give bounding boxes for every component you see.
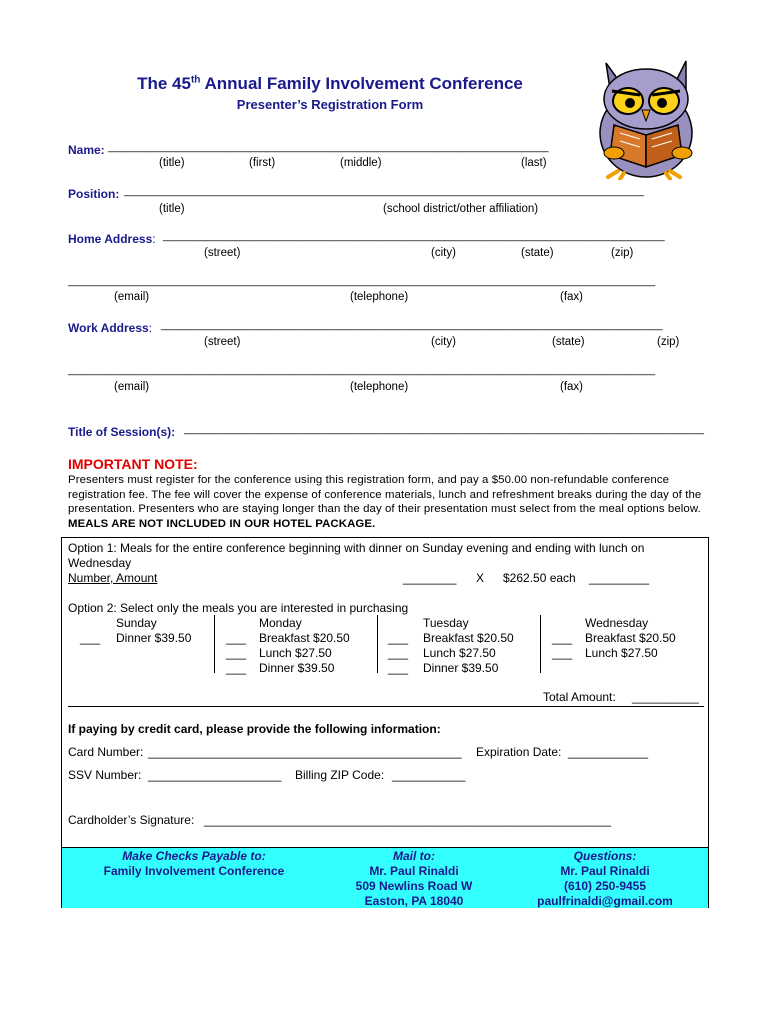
home-sub-city: (city) <box>431 247 456 259</box>
home-sub-zip: (zip) <box>611 247 634 259</box>
day-wednesday: Wednesday <box>585 616 649 630</box>
card-number-field[interactable]: _______________________________________________ <box>148 745 462 759</box>
option1-text-line2: Wednesday <box>68 556 132 570</box>
tuesday-lunch-checkbox[interactable]: ___ <box>388 646 409 660</box>
tuesday-breakfast-checkbox[interactable]: ___ <box>388 631 409 645</box>
checks-payee: Family Involvement Conference <box>103 864 285 878</box>
payment-heading: If paying by credit card, please provide the following information: <box>68 722 441 736</box>
name-field[interactable]: ________________________________________________________________________ <box>108 141 549 153</box>
column-divider <box>377 615 378 673</box>
session-title-label: Title of Session(s): <box>68 425 176 439</box>
home-contact-field[interactable]: ________________________________________________________________________________________________ <box>68 275 656 287</box>
work-sub-fax: (fax) <box>560 381 583 393</box>
name-label: Name: <box>68 143 105 157</box>
questions-name: Mr. Paul Rinaldi <box>560 864 650 878</box>
work-address-label: Work Address: <box>68 321 153 335</box>
name-sub-title: (title) <box>159 157 185 169</box>
billing-zip-field[interactable]: ___________ <box>392 768 466 782</box>
wednesday-lunch-label: Lunch $27.50 <box>585 646 658 660</box>
monday-breakfast-label: Breakfast $20.50 <box>259 631 350 645</box>
billing-zip-label: Billing ZIP Code: <box>295 768 385 782</box>
mail-city: Easton, PA 18040 <box>364 894 464 908</box>
home-address-field[interactable]: __________________________________________________________________________________ <box>163 230 665 242</box>
total-amount-label: Total Amount: <box>543 690 616 704</box>
mail-name: Mr. Paul Rinaldi <box>369 864 459 878</box>
important-note-heading: IMPORTANT NOTE: <box>68 456 198 472</box>
expiration-date-label: Expiration Date: <box>476 745 562 759</box>
questions-title: Questions: <box>573 849 637 863</box>
tuesday-dinner-checkbox[interactable]: ___ <box>388 661 409 675</box>
work-sub-street: (street) <box>204 336 241 348</box>
position-sub-title: (title) <box>159 203 185 215</box>
option1-amount-field[interactable]: _________ <box>589 571 650 585</box>
card-number-label: Card Number: <box>68 745 144 759</box>
title-suffix: Annual Family Involvement Conference <box>200 74 523 93</box>
title-superscript: th <box>190 74 201 86</box>
checks-title: Make Checks Payable to: <box>122 849 266 863</box>
column-divider <box>214 615 215 673</box>
home-address-label: Home Address: <box>68 232 156 246</box>
ssv-number-label: SSV Number: <box>68 768 142 782</box>
wednesday-lunch-checkbox[interactable]: ___ <box>552 646 573 660</box>
total-amount-field[interactable]: __________ <box>632 690 699 704</box>
day-monday: Monday <box>259 616 302 630</box>
work-sub-state: (state) <box>552 336 585 348</box>
tuesday-breakfast-label: Breakfast $20.50 <box>423 631 514 645</box>
meals-not-included-notice: MEALS ARE NOT INCLUDED IN OUR HOTEL PACKAGE. <box>68 517 376 530</box>
position-label: Position: <box>68 187 120 201</box>
monday-dinner-label: Dinner $39.50 <box>259 661 335 675</box>
position-field[interactable]: _____________________________________________________________________________________ <box>124 185 645 197</box>
number-amount-label: Number, Amount <box>68 571 158 585</box>
monday-lunch-checkbox[interactable]: ___ <box>226 646 247 660</box>
work-sub-zip: (zip) <box>657 336 680 348</box>
work-address-field[interactable]: __________________________________________________________________________________ <box>161 319 663 331</box>
monday-lunch-label: Lunch $27.50 <box>259 646 332 660</box>
signature-label: Cardholder’s Signature: <box>68 813 195 827</box>
wednesday-breakfast-label: Breakfast $20.50 <box>585 631 676 645</box>
questions-email[interactable]: paulfrinaldi@gmail.com <box>537 894 673 908</box>
tuesday-dinner-label: Dinner $39.50 <box>423 661 499 675</box>
option1-price: $262.50 each <box>503 571 576 585</box>
page-subtitle: Presenter’s Registration Form <box>236 97 424 112</box>
times-symbol: X <box>476 571 485 585</box>
monday-breakfast-checkbox[interactable]: ___ <box>226 631 247 645</box>
tuesday-lunch-label: Lunch $27.50 <box>423 646 496 660</box>
column-divider <box>540 615 541 673</box>
sunday-dinner-label: Dinner $39.50 <box>116 631 192 645</box>
work-contact-field[interactable]: ________________________________________________________________________________________________ <box>68 364 656 376</box>
wednesday-breakfast-checkbox[interactable]: ___ <box>552 631 573 645</box>
option1-number-field[interactable]: ________ <box>403 571 457 585</box>
day-tuesday: Tuesday <box>423 616 469 630</box>
page-title <box>0 74 660 94</box>
divider <box>68 706 704 707</box>
expiration-date-field[interactable]: ____________ <box>568 745 649 759</box>
work-sub-city: (city) <box>431 336 456 348</box>
owl-reading-illustration <box>588 55 708 180</box>
mail-street: 509 Newlins Road W <box>355 879 473 893</box>
name-sub-first: (first) <box>249 157 276 169</box>
option2-text: Option 2: Select only the meals you are interested in purchasing <box>68 601 409 615</box>
name-sub-last: (last) <box>521 157 547 169</box>
position-sub-affiliation: (school district/other affiliation) <box>383 203 539 215</box>
sunday-dinner-checkbox[interactable]: ___ <box>80 631 101 645</box>
home-sub-street: (street) <box>204 247 241 259</box>
name-sub-middle: (middle) <box>340 157 382 169</box>
home-sub-email: (email) <box>114 291 150 303</box>
home-sub-state: (state) <box>521 247 554 259</box>
option1-text-line1: Option 1: Meals for the entire conference beginning with dinner on Sunday evening and ending with lunch on <box>68 541 645 555</box>
session-title-field[interactable]: _____________________________________________________________________________________ <box>184 423 705 435</box>
work-sub-telephone: (telephone) <box>350 381 409 393</box>
home-sub-fax: (fax) <box>560 291 583 303</box>
questions-phone: (610) 250-9455 <box>563 879 647 893</box>
work-sub-email: (email) <box>114 381 150 393</box>
signature-field[interactable]: _____________________________________________________________ <box>204 813 612 827</box>
important-note-body: Presenters must register for the conference using this registration form, and pay a $50.00 non-refundable conference registration fee. The fee will cover the expense of conference materials, lunch and refreshment breaks during the day of the presentation. Presenters who are staying longer than the day of their presentation must select from the meal options below. MEALS ARE NOT INCLUDED IN OUR HOTEL PACKAGE. <box>68 474 702 530</box>
monday-dinner-checkbox[interactable]: ___ <box>226 661 247 675</box>
title-prefix: The 45 <box>137 74 191 93</box>
day-sunday: Sunday <box>116 616 157 630</box>
ssv-number-field[interactable]: ____________________ <box>148 768 282 782</box>
mail-title: Mail to: <box>393 849 435 863</box>
home-sub-telephone: (telephone) <box>350 291 409 303</box>
